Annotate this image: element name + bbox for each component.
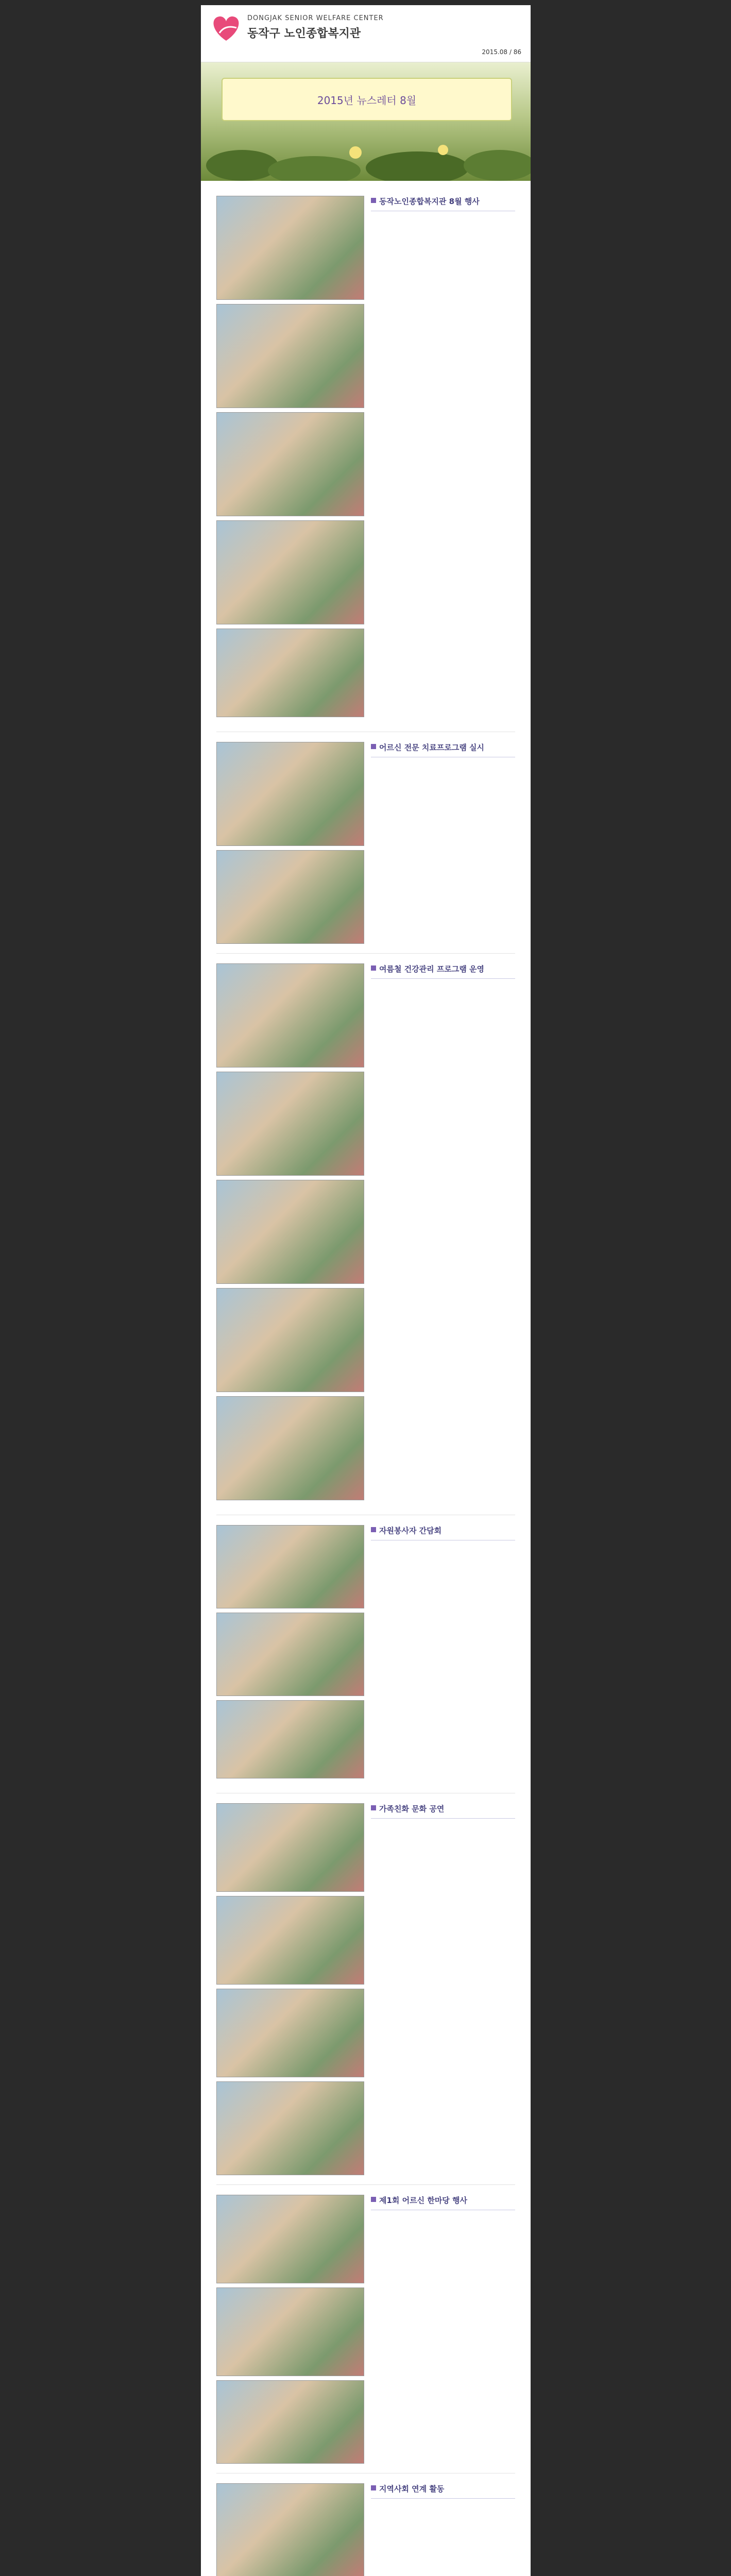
article-photo	[216, 2380, 364, 2464]
article-photo	[216, 1700, 364, 1778]
leaves-decoration-icon	[201, 124, 531, 181]
article-text	[371, 1803, 515, 1824]
article-photo	[216, 1072, 364, 1176]
article-photo	[216, 1989, 364, 2077]
article-photo	[216, 196, 364, 300]
org-name-kr: 동작구 노인종합복지관	[247, 27, 361, 40]
article-title: 지역사회 연계 활동	[371, 2483, 515, 2499]
article-text	[371, 2483, 515, 2504]
article-photo	[216, 1803, 364, 1892]
article-title: 자원봉사자 간담회	[371, 1525, 515, 1540]
bullet-icon	[371, 1527, 376, 1532]
article-text	[371, 742, 515, 762]
bullet-icon	[371, 2485, 376, 2490]
article-text	[371, 1525, 515, 1546]
bullet-icon	[371, 965, 376, 971]
banner-title: 2015년 뉴스레터 8월	[222, 78, 512, 121]
bullet-icon	[371, 744, 376, 749]
article-photo	[216, 1396, 364, 1500]
org-name-en: DONGJAK SENIOR WELFARE CENTER	[247, 14, 384, 22]
article-title: 제1회 어르신 한마당 행사	[371, 2195, 515, 2210]
article-photo	[216, 850, 364, 944]
article-photo	[216, 1288, 364, 1392]
article-photo	[216, 412, 364, 516]
newsletter-page	[201, 5, 531, 2576]
article-photo	[216, 1613, 364, 1696]
article-title: 동작노인종합복지관 8월 행사	[371, 196, 515, 211]
photo-column	[216, 1803, 363, 2179]
photo-column	[216, 196, 363, 721]
article-text	[371, 963, 515, 984]
bullet-icon	[371, 2197, 376, 2202]
article-photo	[216, 304, 364, 408]
article-text	[371, 196, 515, 216]
photo-column	[216, 963, 363, 1504]
article-photo	[216, 742, 364, 846]
article-photo	[216, 2287, 364, 2376]
photo-column	[216, 2195, 363, 2468]
bullet-icon	[371, 1805, 376, 1810]
bullet-icon	[371, 198, 376, 203]
divider	[216, 2184, 515, 2185]
article-photo	[216, 629, 364, 717]
article-photo	[216, 1896, 364, 1985]
issue-number: 2015.08 / 86	[482, 48, 521, 56]
heart-logo-icon	[208, 12, 244, 43]
header	[201, 5, 531, 62]
article-photo	[216, 1525, 364, 1608]
article-title: 가족친화 문화 공연	[371, 1803, 515, 1819]
photo-column	[216, 742, 363, 948]
divider	[216, 953, 515, 954]
article-text	[371, 2195, 515, 2215]
article-photo	[216, 520, 364, 624]
article-photo	[216, 1180, 364, 1284]
article-title: 여름철 건강관리 프로그램 운영	[371, 963, 515, 979]
photo-column	[216, 1525, 363, 1783]
banner	[201, 62, 531, 181]
article-title: 어르신 전문 치료프로그램 실시	[371, 742, 515, 757]
article-photo	[216, 2483, 364, 2576]
article-photo	[216, 963, 364, 1067]
article-photo	[216, 2081, 364, 2175]
photo-column	[216, 2483, 363, 2576]
article-photo	[216, 2195, 364, 2283]
